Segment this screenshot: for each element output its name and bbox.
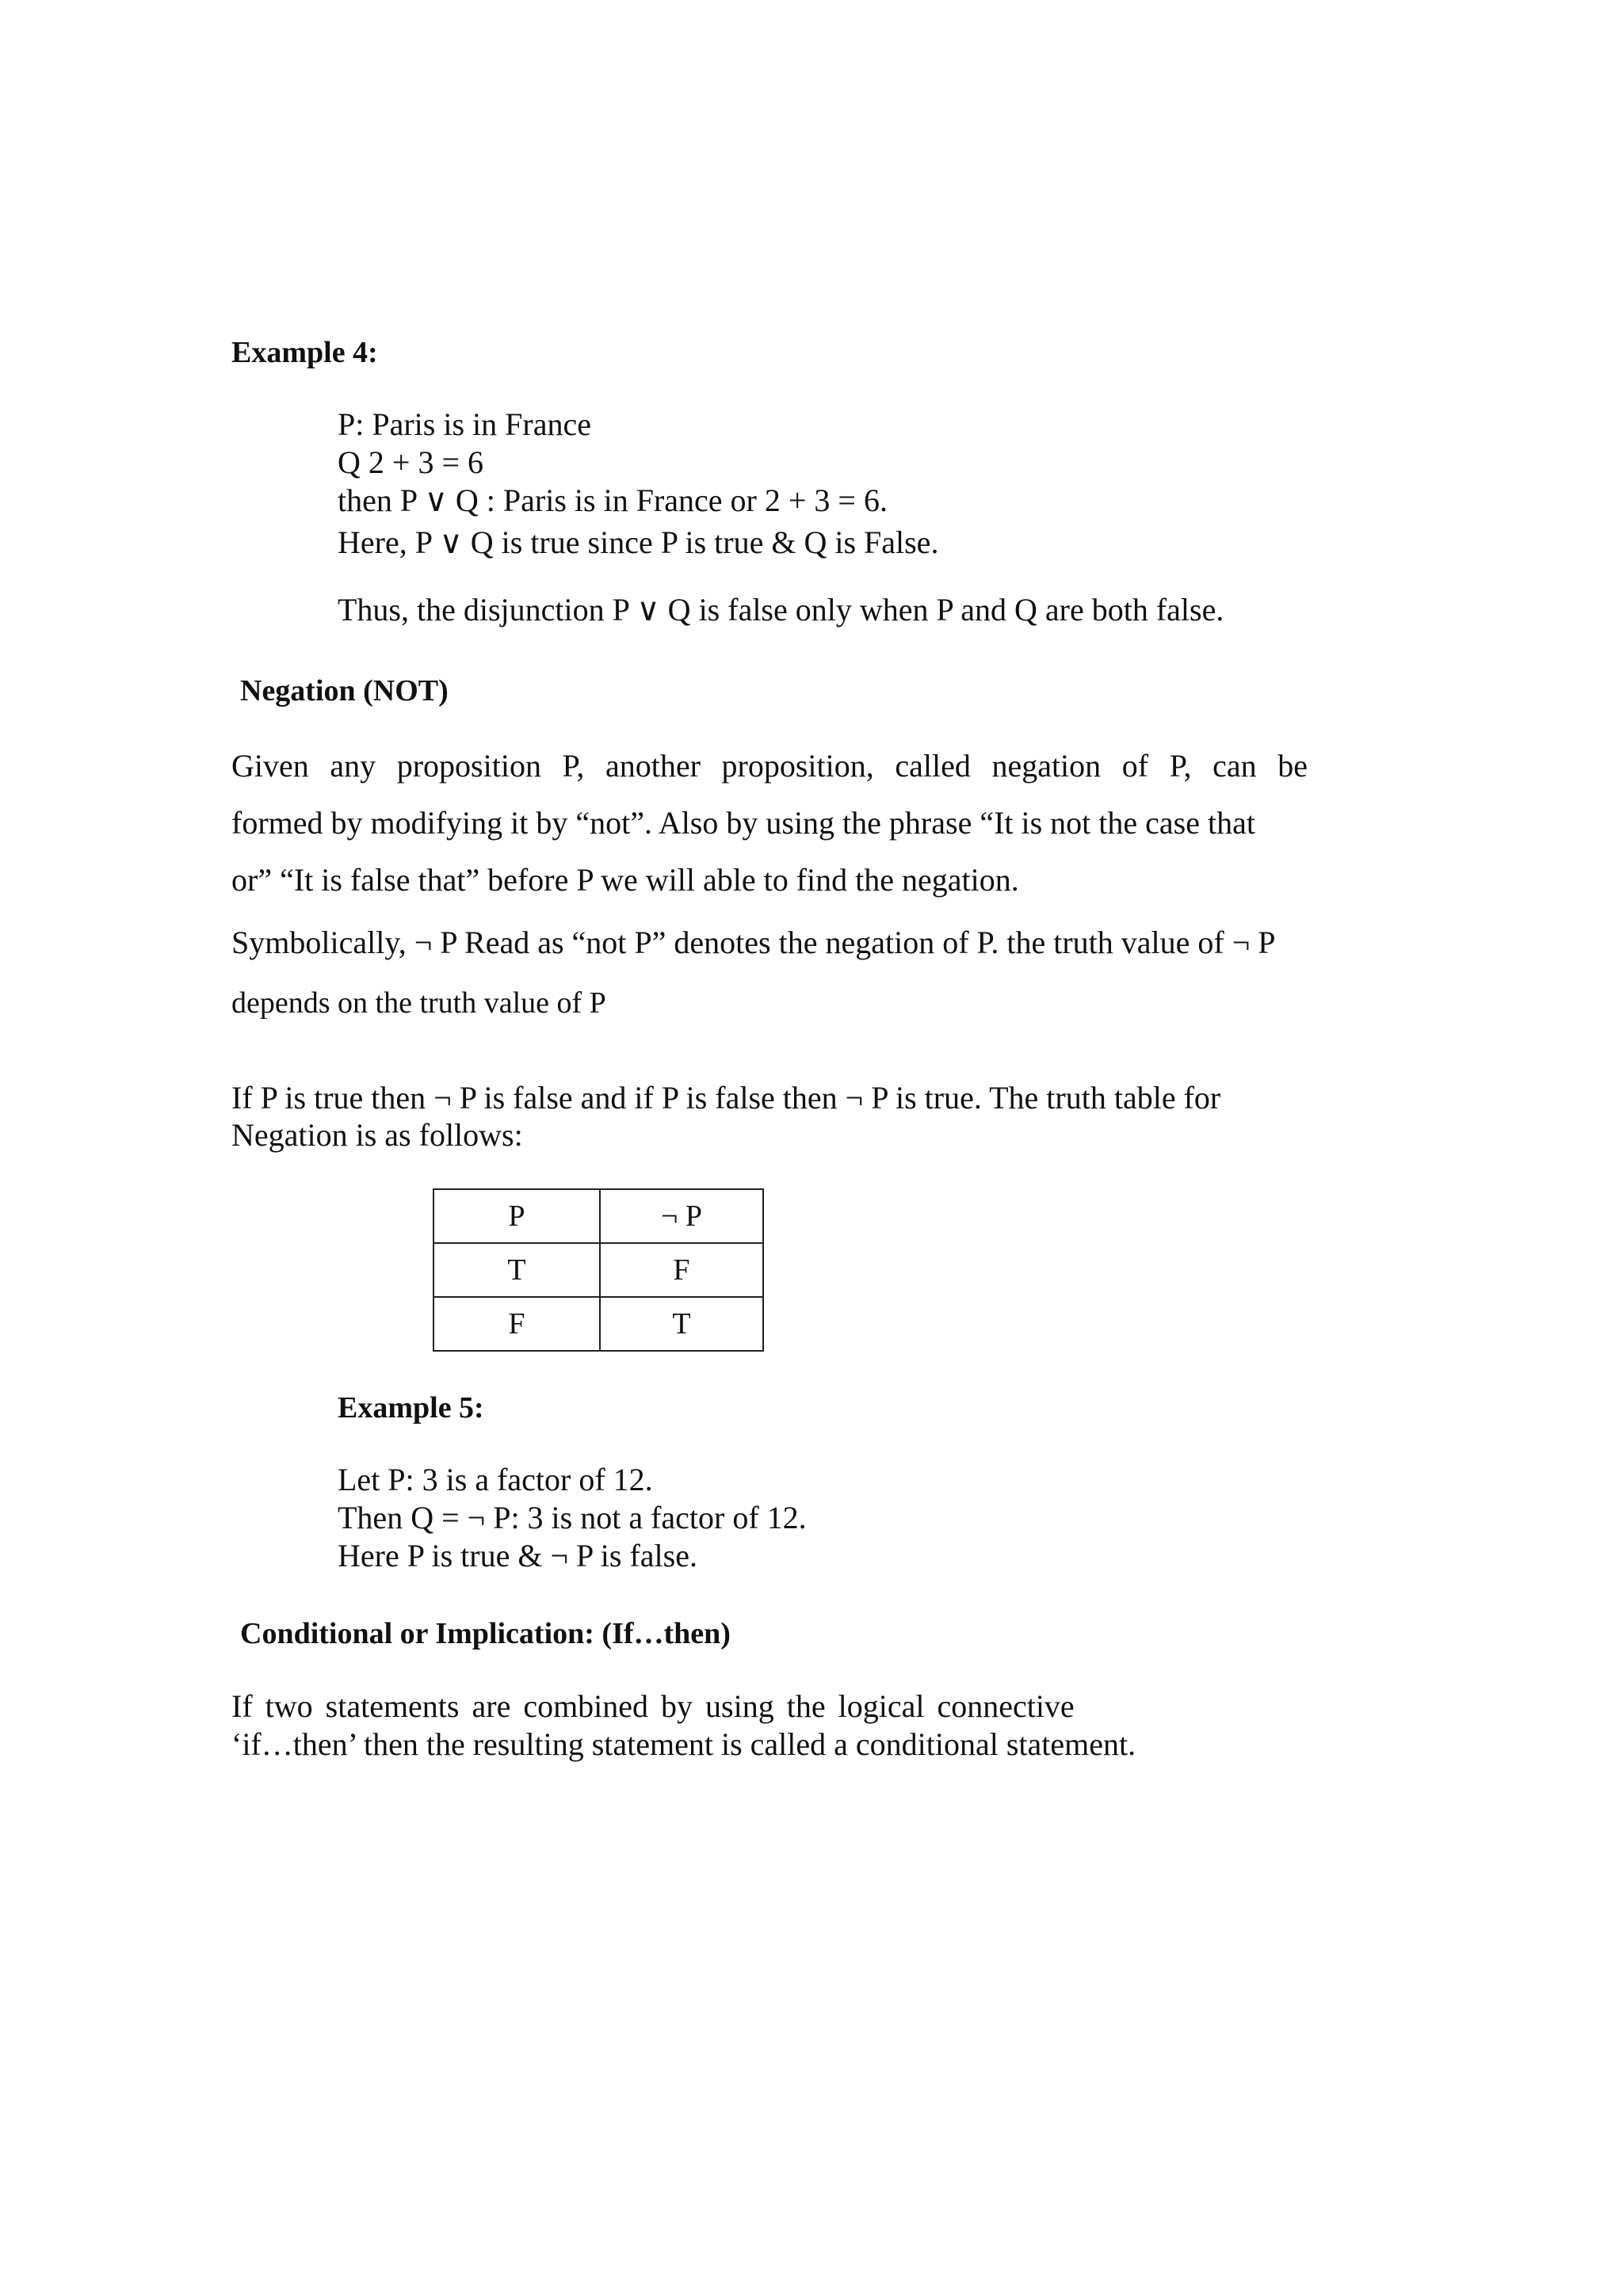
table-cell: F (600, 1243, 763, 1297)
negation-para3-line-1: If P is true then ¬ P is false and if P is false then ¬ P is true. The truth table for (231, 1080, 1221, 1116)
table-row (433, 1297, 763, 1351)
table-cell: T (433, 1243, 600, 1297)
table-header-not-p: ¬ P (600, 1189, 763, 1243)
conditional-line-2: ‘if…then’ then the resulting statement is called a conditional statement. (231, 1726, 1136, 1762)
example-5-line-3: Here P is true & ¬ P is false. (338, 1538, 697, 1573)
negation-truth-table (433, 1188, 764, 1352)
table-cell: F (433, 1297, 600, 1351)
table-cell: T (600, 1297, 763, 1351)
negation-para1-line-2: formed by modifying it by “not”. Also by using the phrase “It is not the case that (231, 805, 1255, 841)
conditional-line-1: If two statements are combined by using the logical connective (231, 1688, 1075, 1724)
example-5-heading: Example 5: (338, 1391, 484, 1425)
negation-para1-line-1: Given any proposition P, another proposition, called negation of P, can be (231, 748, 1308, 784)
negation-heading: Negation (NOT) (240, 674, 449, 707)
negation-para3-line-2: Negation is as follows: (231, 1117, 523, 1153)
negation-para2-line-1: Symbolically, ¬ P Read as “not P” denotes the negation of P. the truth value of ¬ P (231, 925, 1276, 960)
table-row (433, 1243, 763, 1297)
negation-para1-line-3: or” “It is false that” before P we will able to find the negation. (231, 862, 1019, 898)
example-4-line-1: P: Paris is in France (338, 406, 591, 442)
table-header-p: P (433, 1189, 600, 1243)
example-4-heading: Example 4: (231, 336, 378, 369)
example-4-line-2: Q 2 + 3 = 6 (338, 444, 484, 480)
example-5-line-1: Let P: 3 is a factor of 12. (338, 1462, 653, 1497)
conditional-heading: Conditional or Implication: (If…then) (240, 1617, 731, 1650)
negation-para2-line-2: depends on the truth value of P (231, 986, 606, 1020)
example-4-line-3: then P ∨ Q : Paris is in France or 2 + 3 = 6. (338, 482, 888, 518)
example-5-line-2: Then Q = ¬ P: 3 is not a factor of 12. (338, 1500, 807, 1535)
table-header-row (433, 1189, 763, 1243)
example-4-line-4: Here, P ∨ Q is true since P is true & Q is False. (338, 524, 939, 560)
example-4-conclusion: Thus, the disjunction P ∨ Q is false only when P and Q are both false. (338, 592, 1224, 627)
